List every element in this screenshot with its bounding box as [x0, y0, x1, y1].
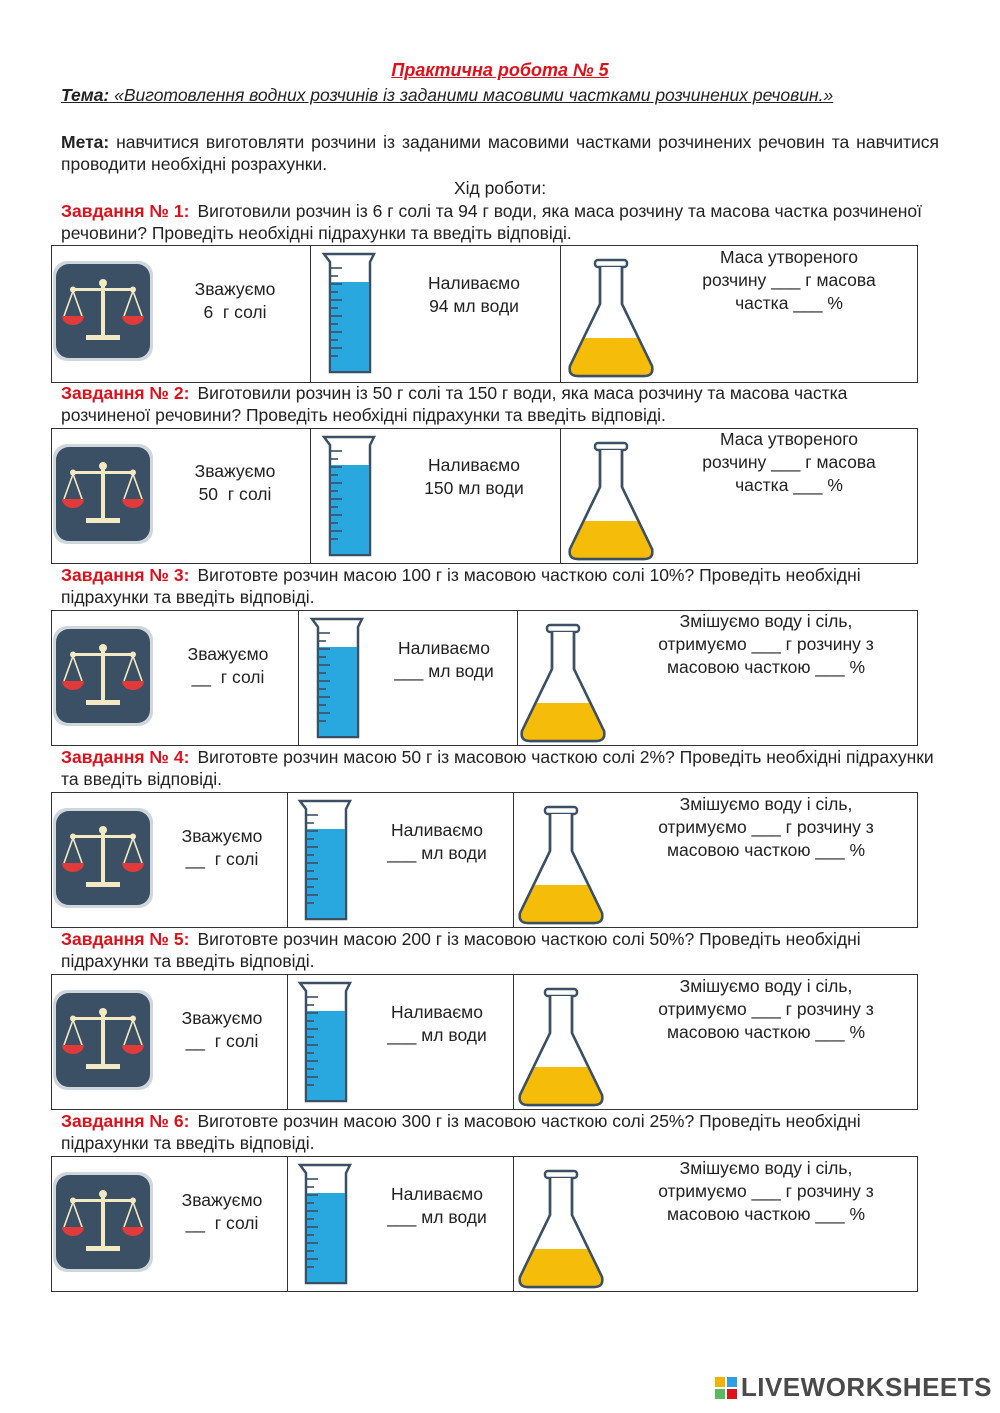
divider	[513, 975, 514, 1109]
task-statement	[61, 928, 941, 972]
liveworksheets-logo	[715, 1372, 992, 1403]
result-text	[639, 246, 939, 315]
weigh-salt-text	[152, 1007, 292, 1053]
result-text	[616, 793, 916, 862]
pour-line-2: 150 мл води	[424, 478, 524, 498]
task-text: Виготовили розчин із 6 г солі та 94 г води, яка маса розчину та масова частка розчиненої речовини? Проведіть необхідні підрахунки та введіть відповіді.	[61, 201, 923, 243]
weigh-line-2: __ г солі	[185, 849, 259, 869]
flask-icon	[516, 987, 606, 1114]
result-line-1: Маса утвореного	[719, 247, 859, 267]
weigh-line-1: Зважуємо	[181, 1008, 263, 1028]
pour-line-2: 94 мл води	[429, 296, 519, 316]
task-label: Завдання № 1:	[61, 201, 190, 221]
pour-line-1: Наливаємо	[391, 1002, 483, 1022]
weigh-line-1: Зважуємо	[187, 644, 269, 664]
weigh-line-2: __ г солі	[191, 667, 265, 687]
result-line-2: отримуємо ___ г розчину з	[658, 634, 874, 654]
weigh-line-2: 50 г солі	[198, 484, 272, 504]
pour-line-1: Наливаємо	[391, 1184, 483, 1204]
task-statement	[61, 200, 941, 244]
topic-label: Тема:	[61, 85, 110, 105]
task-label: Завдання № 5:	[61, 929, 190, 949]
divider	[310, 429, 311, 563]
weigh-line-2: __ г солі	[185, 1213, 259, 1233]
weigh-salt-text	[152, 825, 292, 871]
progress-heading: Хід роботи:	[453, 178, 547, 198]
divider	[513, 1157, 514, 1291]
task-statement	[61, 746, 941, 790]
divider	[560, 429, 561, 563]
topic-text: «Виготовлення водних розчинів із заданими масовими частками розчинених речовин.»	[109, 85, 834, 105]
weigh-line-1: Зважуємо	[181, 826, 263, 846]
scale-icon	[53, 626, 153, 731]
beaker-icon	[306, 613, 370, 746]
beaker-icon	[294, 977, 358, 1110]
divider	[513, 793, 514, 927]
task-text: Виготовте розчин масою 100 г із масовою часткою солі 10%? Проведіть необхідні підрахунки та введіть відповіді.	[61, 565, 861, 607]
goal	[61, 131, 939, 175]
result-line-2: отримуємо ___ г розчину з	[658, 999, 874, 1019]
pour-water-text	[369, 637, 519, 683]
task-label: Завдання № 3:	[61, 565, 190, 585]
pour-line-1: Наливаємо	[428, 455, 520, 475]
result-text	[616, 1157, 916, 1226]
topic	[61, 84, 939, 106]
task-text: Виготовте розчин масою 200 г із масовою часткою солі 50%? Проведіть необхідні підрахунки та введіть відповіді.	[61, 929, 861, 971]
divider	[298, 611, 299, 745]
pour-line-2: ___ мл води	[387, 1207, 487, 1227]
logo-mark-icon	[715, 1377, 737, 1399]
goal-label: Мета:	[61, 132, 110, 152]
result-text	[639, 428, 939, 497]
task-label: Завдання № 4:	[61, 747, 190, 767]
flask-icon	[516, 805, 606, 932]
logo-text: LIVEWORKSHEETS	[740, 1372, 992, 1402]
scale-icon	[53, 1172, 153, 1277]
pour-line-2: ___ мл води	[387, 843, 487, 863]
task-statement	[61, 1110, 941, 1154]
pour-water-text	[399, 272, 549, 318]
task-label: Завдання № 2:	[61, 383, 190, 403]
weigh-salt-text	[165, 278, 305, 324]
weigh-line-2: 6 г солі	[203, 302, 267, 322]
weigh-line-1: Зважуємо	[194, 461, 276, 481]
scale-icon	[53, 261, 153, 366]
result-line-1: Змішуємо воду і сіль,	[679, 976, 853, 996]
beaker-icon	[318, 248, 382, 381]
scale-icon	[53, 444, 153, 549]
result-line-1: Змішуємо воду і сіль,	[679, 794, 853, 814]
weigh-salt-text	[158, 643, 298, 689]
task-text: Виготовте розчин масою 50 г із масовою часткою солі 2%? Проведіть необхідні підрахунки та введіть відповіді.	[61, 747, 934, 789]
pour-water-text	[399, 454, 549, 500]
scale-icon	[53, 808, 153, 913]
result-line-1: Змішуємо воду і сіль,	[679, 611, 853, 631]
result-line-3: масовою часткою ___ %	[666, 840, 866, 860]
pour-line-1: Наливаємо	[391, 820, 483, 840]
task-label: Завдання № 6:	[61, 1111, 190, 1131]
result-line-3: частка ___ %	[735, 293, 843, 313]
result-line-2: розчину ___ г масова	[702, 270, 876, 290]
task-statement	[61, 564, 941, 608]
result-line-1: Змішуємо воду і сіль,	[679, 1158, 853, 1178]
goal-text: навчитися виготовляти розчини із заданими масовими частками розчинених речовин та навчитися проводити необхідні розрахунки.	[61, 132, 939, 174]
pour-line-1: Наливаємо	[398, 638, 490, 658]
flask-icon	[518, 623, 608, 750]
divider	[310, 246, 311, 382]
result-line-3: масовою часткою ___ %	[666, 1022, 866, 1042]
pour-line-2: ___ мл води	[387, 1025, 487, 1045]
result-line-2: отримуємо ___ г розчину з	[658, 817, 874, 837]
beaker-icon	[294, 795, 358, 928]
divider	[560, 246, 561, 382]
pour-water-text	[362, 1001, 512, 1047]
result-text	[616, 610, 916, 679]
weigh-line-1: Зважуємо	[181, 1190, 263, 1210]
beaker-icon	[318, 431, 382, 564]
task-text: Виготовте розчин масою 300 г із масовою часткою солі 25%? Проведіть необхідні підрахунки та введіть відповіді.	[61, 1111, 861, 1153]
scale-icon	[53, 990, 153, 1095]
task-statement	[61, 382, 941, 426]
weigh-line-1: Зважуємо	[194, 279, 276, 299]
beaker-icon	[294, 1159, 358, 1292]
pour-line-2: ___ мл води	[394, 661, 494, 681]
pour-line-1: Наливаємо	[428, 273, 520, 293]
page-title: Практична робота № 5	[391, 60, 609, 80]
task-text: Виготовили розчин із 50 г солі та 150 г води, яка маса розчину та масова частка розчиненої речовини? Проведіть необхідні підрахунки та введіть відповіді.	[61, 383, 848, 425]
result-line-1: Маса утвореного	[719, 429, 859, 449]
weigh-salt-text	[165, 460, 305, 506]
weigh-salt-text	[152, 1189, 292, 1235]
pour-water-text	[362, 819, 512, 865]
result-line-3: масовою часткою ___ %	[666, 657, 866, 677]
flask-icon	[516, 1169, 606, 1296]
weigh-line-2: __ г солі	[185, 1031, 259, 1051]
result-line-3: частка ___ %	[735, 475, 843, 495]
result-line-2: отримуємо ___ г розчину з	[658, 1181, 874, 1201]
result-line-3: масовою часткою ___ %	[666, 1204, 866, 1224]
result-text	[616, 975, 916, 1044]
pour-water-text	[362, 1183, 512, 1229]
result-line-2: розчину ___ г масова	[702, 452, 876, 472]
